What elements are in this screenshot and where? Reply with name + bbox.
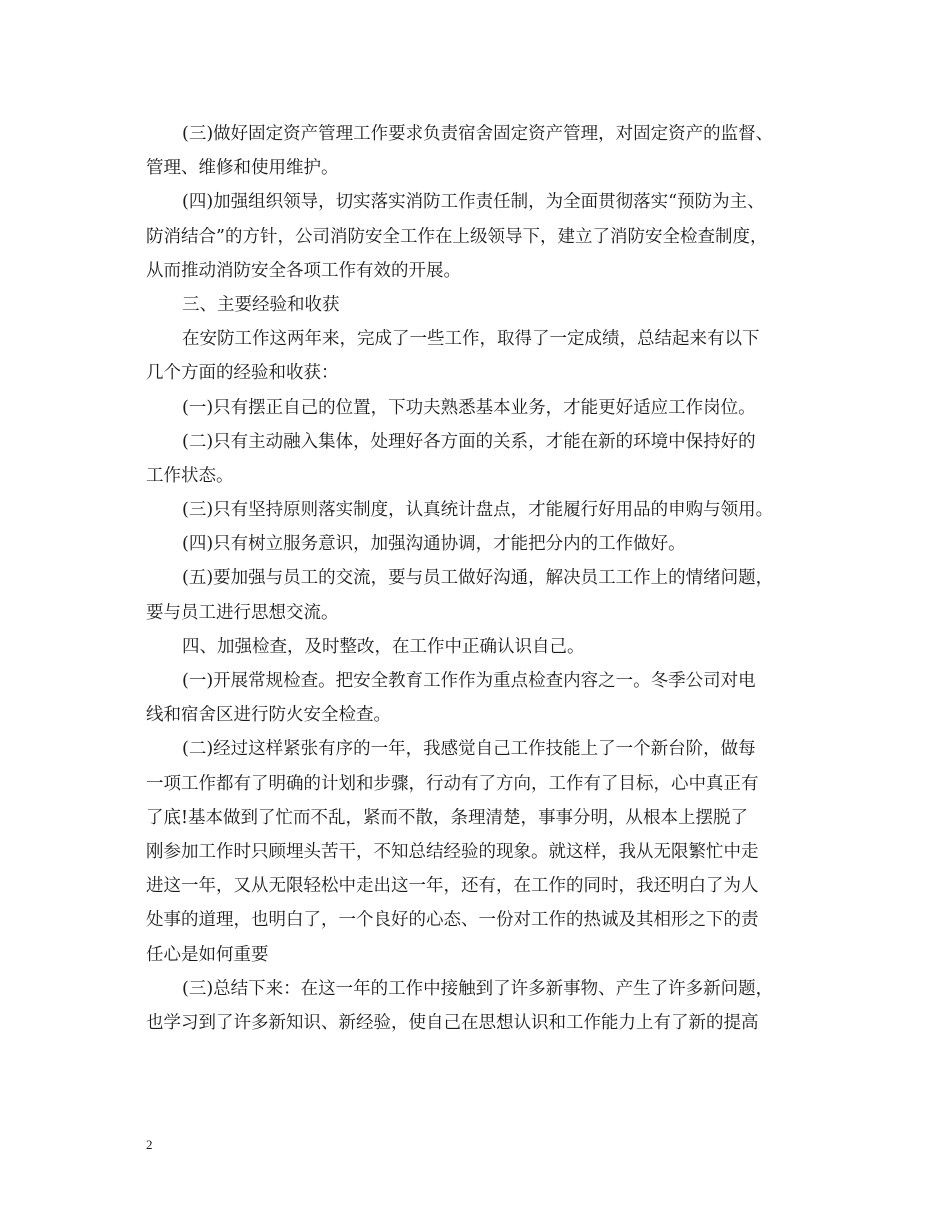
text-line: (三)只有坚持原则落实制度，认真统计盘点，才能履行好用品的申购与领用。 [182, 500, 774, 521]
text-line: 也学习到了许多新知识、新经验，使自己在思想认识和工作能力上有了新的提高 [146, 1012, 759, 1033]
text-line: 要与员工进行思想交流。 [146, 602, 339, 623]
text-line: (三)总结下来：在这一年的工作中接触到了许多新事物、产生了许多新问题， [182, 978, 774, 999]
page-number: 2 [146, 1137, 153, 1152]
paragraph-lesson-1 [146, 391, 806, 425]
paragraph-fire-safety [146, 185, 806, 288]
text-line: (一)只有摆正自己的位置，下功夫熟悉基本业务，才能更好适应工作岗位。 [182, 397, 756, 418]
paragraph-fixed-assets [146, 117, 806, 185]
text-line: 防消结合”的方针，公司消防安全工作在上级领导下，建立了消防安全检查制度， [146, 226, 768, 247]
text-line: 进这一年，又从无限轻松中走出这一年，还有，在工作的同时，我还明白了为人 [146, 876, 759, 897]
text-line: (五)要加强与员工的交流，要与员工做好沟通，解决员工工作上的情绪问题， [182, 568, 774, 589]
text-line: (一)开展常规检查。把安全教育工作作为重点检查内容之一。冬季公司对电 [182, 671, 756, 691]
heading-line: 三、主要经验和收获 [182, 294, 340, 315]
text-line: (三)做好固定资产管理工作要求负责宿舍固定资产管理，对固定资产的监督、 [182, 124, 774, 144]
paragraph-lesson-2 [146, 425, 806, 493]
text-line: 从而推动消防安全各项工作有效的开展。 [146, 260, 461, 281]
text-line: 一项工作都有了明确的计划和步骤，行动有了方向，工作有了目标，心中真正有 [146, 773, 759, 794]
paragraph-inspection-1 [146, 664, 806, 732]
text-line: 管理、维修和使用维护。 [146, 158, 339, 179]
text-line: (四)加强组织领导，切实落实消防工作责任制，为全面贯彻落实“预防为主、 [182, 192, 765, 213]
paragraph-lesson-5 [146, 561, 806, 629]
text-line: 工作状态。 [146, 465, 234, 486]
paragraph-lesson-4 [146, 527, 806, 561]
paragraph-lesson-3 [146, 493, 806, 527]
section-heading-inspection [146, 630, 806, 664]
text-line: 线和宿舍区进行防火安全检查。 [146, 705, 391, 726]
text-line: (二)只有主动融入集体，处理好各方面的关系，才能在新的环境中保持好的 [182, 431, 756, 452]
text-line: 处事的道理，也明白了，一个良好的心态、一份对工作的热诚及其相形之下的责 [146, 910, 759, 931]
document-body [146, 117, 806, 1040]
text-line: (四)只有树立服务意识，加强沟通协调，才能把分内的工作做好。 [182, 534, 686, 555]
text-line: 任心是如何重要 [146, 944, 269, 965]
text-line: 几个方面的经验和收获： [146, 363, 339, 384]
section-heading-experience [146, 288, 806, 322]
paragraph-inspection-2 [146, 732, 806, 971]
heading-line: 四、加强检查，及时整改，在工作中正确认识自己。 [182, 636, 585, 657]
text-line: 了底!基本做到了忙而不乱，紧而不散，条理清楚，事事分明，从根本上摆脱了 [146, 807, 749, 828]
text-line: 刚参加工作时只顾埋头苦干，不知总结经验的现象。就这样，我从无限繁忙中走 [146, 841, 759, 862]
text-line: 在安防工作这两年来，完成了一些工作，取得了一定成绩，总结起来有以下 [182, 329, 760, 350]
text-line: (二)经过这样紧张有序的一年，我感觉自己工作技能上了一个新台阶，做每 [182, 739, 756, 760]
paragraph-summary-intro [146, 322, 806, 390]
paragraph-inspection-3 [146, 972, 806, 1040]
